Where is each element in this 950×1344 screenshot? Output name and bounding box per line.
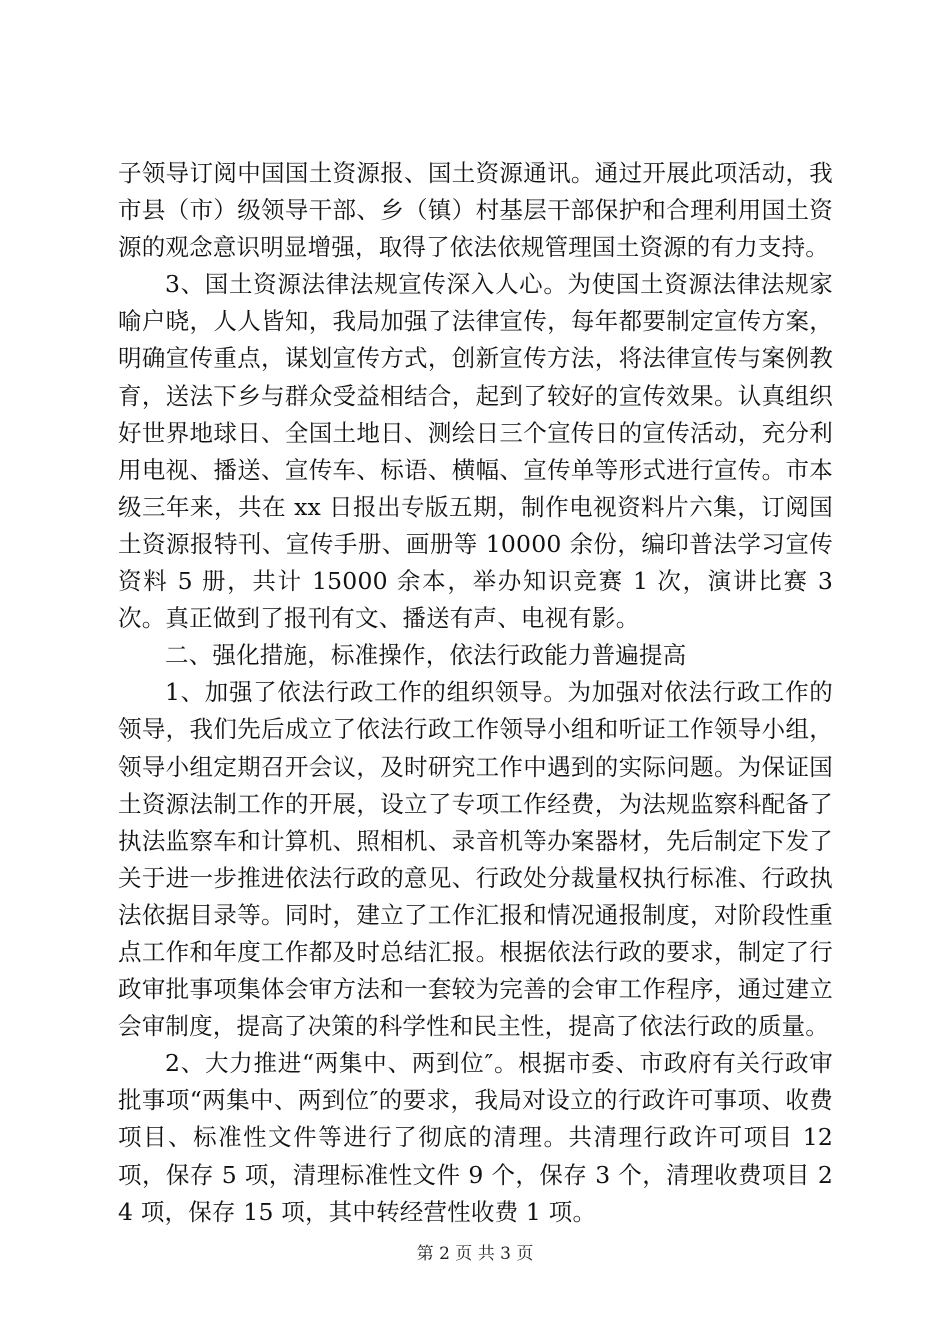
page-footer: 第 2 页 共 3 页: [416, 1244, 534, 1264]
paragraph-law-publicity: 3、国土资源法律法规宣传深入人心。为使国土资源法律法规家喻户晓，人人皆知，我局加强了法律宣传，每年都要制定宣传方案，明确宣传重点，谋划宣传方式，创新宣传方法，将法律宣传与案例教育，送法下乡与群众受益相结合，起到了较好的宣传效果。认真组织好世界地球日、全国土地日、测绘日三个宣传日的宣传活动，充分利用电视、播送、宣传车、标语、横幅、宣传单等形式进行宣传。市本级三年来，共在 xx 日报出专版五期，制作电视资料片六集，订阅国土资源报特刊、宣传手册、画册等 10000 余份，编印普法学习宣传资料 5 册，共计 15000 余本，举办知识竞赛 1 次，演讲比赛 3 次。真正做到了报刊有文、播送有声、电视有影。: [118, 270, 833, 633]
paragraph-two-concentrations: 2、大力推进“两集中、两到位″。根据市委、市政府有关行政审批事项“两集中、两到位″的要求，我局对设立的行政许可事项、收费项目、标准性文件等进行了彻底的清理。共清理行政许可项目 12 项，保存 5 项，清理标准性文件 9 个，保存 3 个，清理收费项目 24 项，保存 15 项，其中转经营性收费 1 项。: [118, 1049, 833, 1226]
paragraph-organization-leadership: 1、加强了依法行政工作的组织领导。为加强对依法行政工作的领导，我们先后成立了依法行政工作领导小组和听证工作领导小组，领导小组定期召开会议，及时研究工作中遇到的实际问题。为保证国土资源法制工作的开展，设立了专项工作经费，为法规监察科配备了执法监察车和计算机、照相机、录音机等办案器材，先后制定下发了关于进一步推进依法行政的意见、行政处分裁量权执行标准、行政执法依据目录等。同时，建立了工作汇报和情况通报制度，对阶段性重点工作和年度工作都及时总结汇报。根据依法行政的要求，制定了行政审批事项集体会审方法和一套较为完善的会审工作程序，通过建立会审制度，提高了决策的科学性和民主性，提高了依法行政的质量。: [118, 678, 833, 1041]
document-body: [118, 155, 833, 1231]
paragraph-continuation: 子领导订阅中国国土资源报、国土资源通讯。通过开展此项活动，我市县（市）级领导干部、乡（镇）村基层干部保护和合理利用国土资源的观念意识明显增强，取得了依法依规管理国土资源的有力支持。: [118, 159, 833, 262]
section-heading-two: 二、强化措施，标准操作，依法行政能力普遍提高: [165, 641, 687, 670]
